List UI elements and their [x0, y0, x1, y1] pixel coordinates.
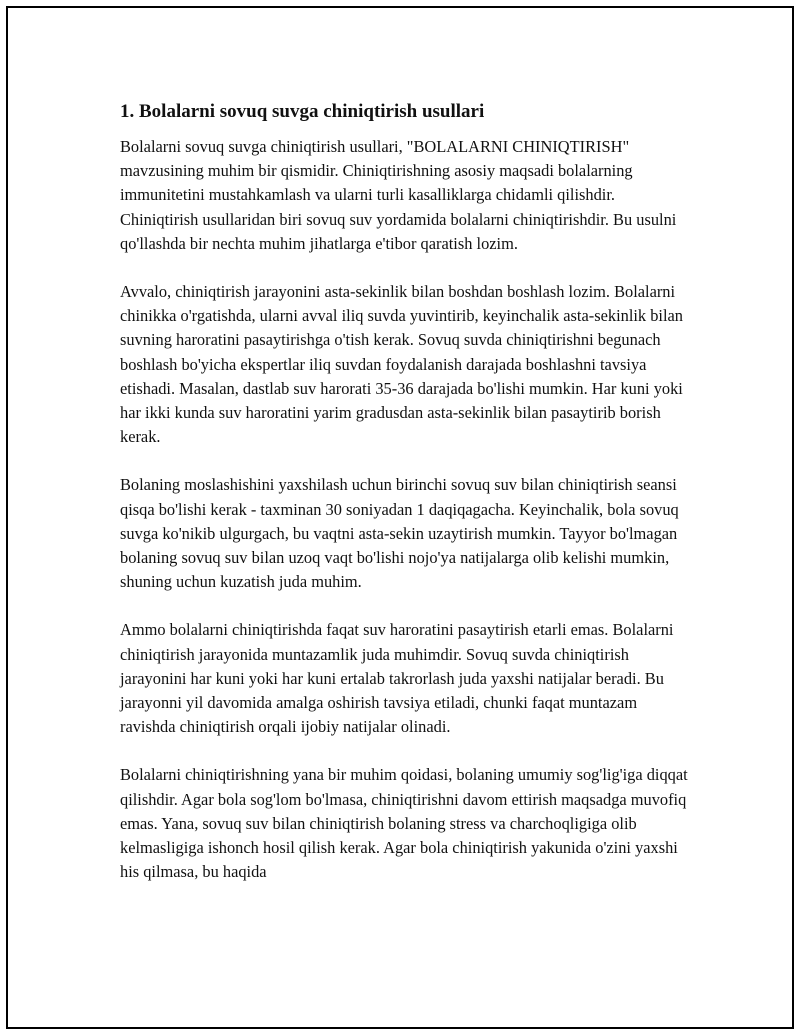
section-heading: 1. Bolalarni sovuq suvga chiniqtirish usullari [120, 101, 485, 122]
paragraph-gradual-start: Avvalo, chiniqtirish jarayonini asta-sekinlik bilan boshdan boshlash lozim. Bolalarni chinikka o'rgatishda, ularni avval iliq suvda yuvintirib, keyinchalik asta-sekinlik bilan suvning haroratini pasaytirishga o'tish kerak. Sovuq suvda chiniqtirishni begunach boshlash bo'yicha ekspertlar iliq suvdan foydalanish darajada boshlashni tavsiya etishadi. Masalan, dastlab suv harorati 35-36 darajada bo'lishi mumkin. Har kuni yoki har ikki kunda suv haroratini yarim gradusdan asta-sekinlik bilan pasaytirib borish kerak. [120, 282, 683, 447]
paragraph-intro: Bolalarni sovuq suvga chiniqtirish usullari, "BOLALARNI CHINIQTIRISH" mavzusining muhim bir qismidir. Chiniqtirishning asosiy maqsadi bolalarning immunitetini mustahkamlash va ularni turli kasalliklarga chidamli qilishdir. Chiniqtirish usullaridan biri sovuq suv yordamida bolalarni chiniqtirishdir. Bu usulni qo'llashda bir nechta muhim jihatlarga e'tibor qaratish lozim. [120, 137, 677, 253]
document-body [120, 100, 692, 908]
paragraph-health-check: Bolalarni chiniqtirishning yana bir muhim qoidasi, bolaning umumiy sog'lig'iga diqqat qilishdir. Agar bola sog'lom bo'lmasa, chiniqtirishni davom ettirish maqsadga muvofiq emas. Yana, sovuq suv bilan chiniqtirish bolaning stress va charchoqligiga olib kelmasligiga ishonch hosil qilish kerak. Agar bola chiniqtirish yakunida o'zini yaxshi his qilmasa, bu haqida [120, 765, 688, 882]
paragraph-session-duration: Bolaning moslashishini yaxshilash uchun birinchi sovuq suv bilan chiniqtirish seansi qisqa bo'lishi kerak - taxminan 30 soniyadan 1 daqiqagacha. Keyinchalik, bola sovuq suvga ko'nikib ulgurgach, bu vaqtni asta-sekin uzaytirish mumkin. Tayyor bo'lmagan bolaning sovuq suv bilan uzoq vaqt bo'lishi nojo'ya natijalarga olib kelishi mumkin, shuning uchun kuzatish juda muhim. [120, 475, 679, 592]
page-border [6, 6, 794, 1029]
paragraph-regularity: Ammo bolalarni chiniqtirishda faqat suv haroratini pasaytirish etarli emas. Bolalarni chiniqtirish jarayonida muntazamlik juda muhimdir. Sovuq suvda chiniqtirish jarayonini har kuni yoki har kuni ertalab takrorlash juda yaxshi natijalar beradi. Bu jarayonni yil davomida amalga oshirish tavsiya etiladi, chunki faqat muntazam ravishda chiniqtirish orqali ijobiy natijalar olinadi. [120, 620, 674, 737]
